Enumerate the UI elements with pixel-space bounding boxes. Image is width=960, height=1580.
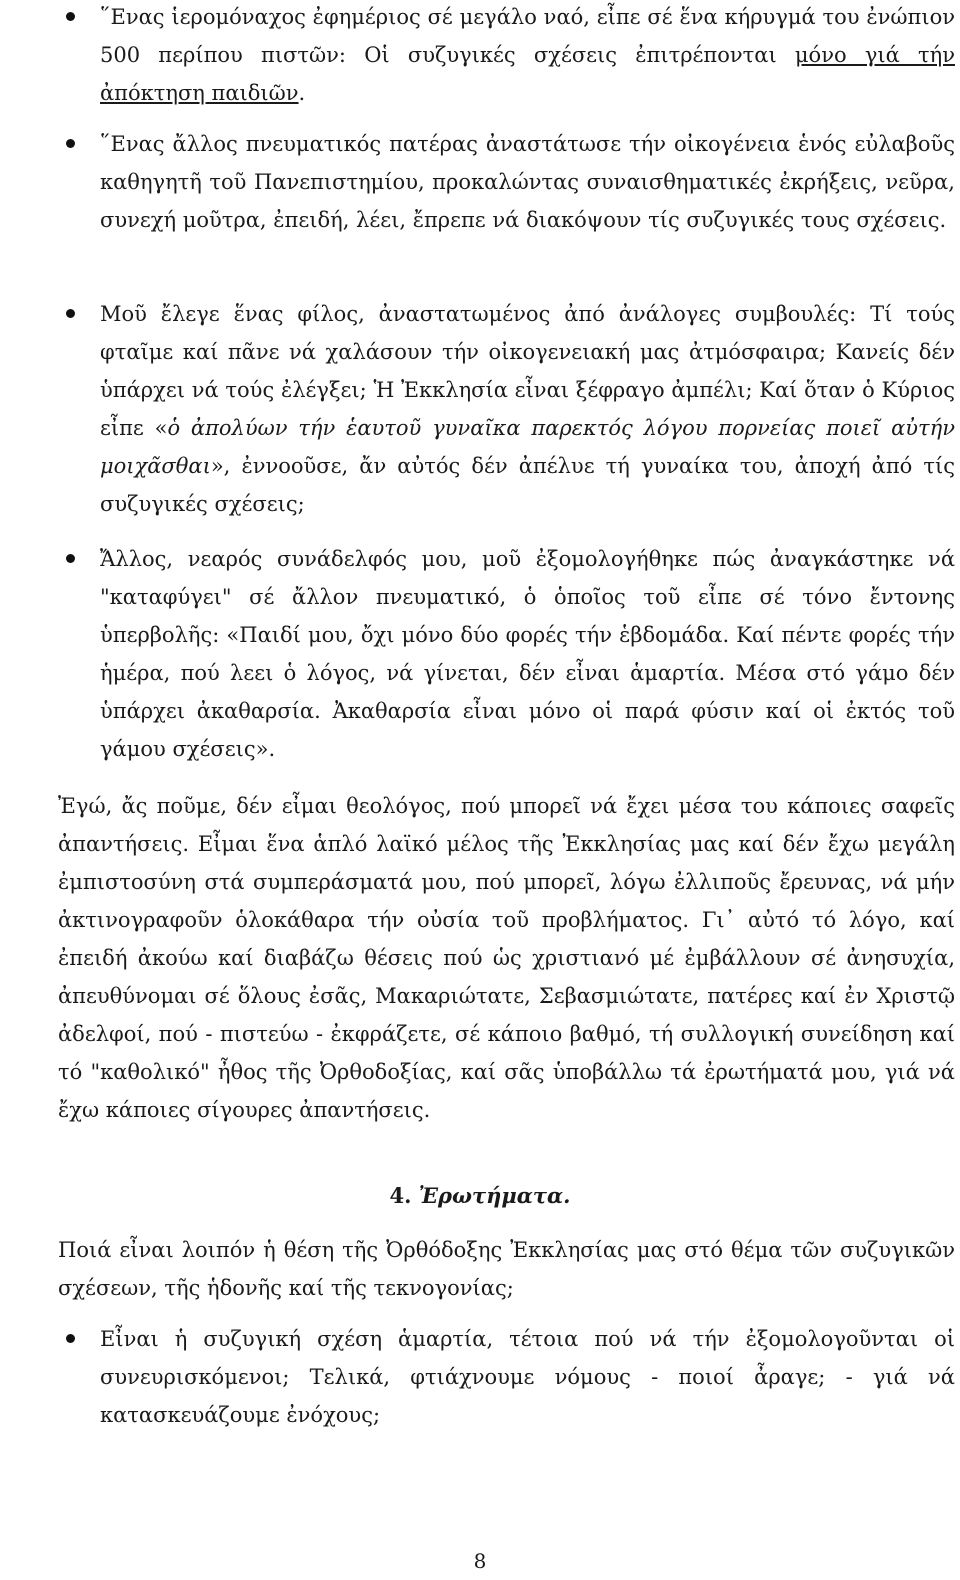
- bullet-item-5: [100, 1320, 955, 1434]
- bullet-text: ῞Ενας ἄλλος πνευματικός πατέρας ἀναστάτωσε τήν οἰκογένεια ἑνός εὐλαβοῦς καθηγητῆ τοῦ Πανεπιστημίου, προκαλώντας συναισθηματικές ἐκρήξεις, νεῦρα, συνεχή μοῦτρα, ἐπειδή, λέει, ἔπρεπε νά διακόψουν τίς συζυγικές τους σχέσεις.: [100, 132, 955, 232]
- scripture-quote: ὁ ἀπολύων τήν ἑαυτοῦ γυναῖκα παρεκτός λόγου πορνείας ποιεῖ αὐτήν μοιχᾶσθαι: [100, 416, 955, 478]
- bullet-dot: [66, 309, 75, 318]
- bullet-dot: [66, 139, 75, 148]
- bullet-item-3: [100, 295, 955, 523]
- bullet-dot: [66, 1334, 75, 1343]
- heading-title: Ἐρωτήματα.: [418, 1183, 571, 1208]
- bullet-dot: [66, 12, 75, 21]
- bullet-text-end: », ἐννοοῦσε, ἄν αὐτός δέν ἀπέλυε τή γυναίκα του, ἀποχή ἀπό τίς συζυγικές σχέσεις;: [100, 454, 955, 516]
- body-paragraph-2: [58, 1231, 955, 1307]
- bullet-item-4: [100, 540, 955, 768]
- section-heading: [0, 1177, 960, 1215]
- bullet-text-end: .: [298, 81, 306, 105]
- page-number: 8: [473, 1549, 487, 1573]
- heading-number: 4.: [389, 1183, 412, 1208]
- body-paragraph-1: [58, 787, 955, 1129]
- paragraph-text: Ἐγώ, ἄς ποῦμε, δέν εἶμαι θεολόγος, πού μπορεῖ νά ἔχει μέσα του κάποιες σαφεῖς ἀπαντήσεις. Εἶμαι ἕνα ἁπλό λαϊκό μέλος τῆς Ἐκκλησίας μας καί δέν ἔχω μεγάλη ἐμπιστοσύνη στά συμπεράσματά μου, πού μπορεῖ, λόγω ἐλλιποῦς ἔρευνας, νά μήν ἀκτινογραφοῦν ὁλοκάθαρα τήν οὐσία τοῦ προβλήματος. Γι᾽ αὐτό τό λόγο, καί ἐπειδή ἀκούω καί διαβάζω θέσεις πού ὡς χριστιανό μέ ἐμβάλλουν σέ ἀνησυχία, ἀπευθύνομαι σέ ὅλους ἐσᾶς, Μακαριώτατε, Σεβασμιώτατε, πατέρες καί ἐν Χριστῷ ἀδελφοί, πού - πιστεύω - ἐκφράζετε, σέ κάποιο βαθμό, τή συλλογική συνείδηση καί τό "καθολικό" ἦθος τῆς Ὀρθοδοξίας, καί σᾶς ὑποβάλλω τά ἐρωτήματά μου, γιά νά ἔχω κάποιες σίγουρες ἀπαντήσεις.: [58, 794, 955, 1122]
- bullet-item-1: [100, 0, 955, 112]
- bullet-text: Εἶναι ἡ συζυγική σχέση ἁμαρτία, τέτοια πού νά τήν ἐξομολογοῦνται οἱ συνευρισκόμενοι; Τελικά, φτιάχνουμε νόμους - ποιοί ἆραγε; - γιά νά κατασκευάζουμε ἐνόχους;: [100, 1327, 955, 1427]
- bullet-text: Ἄλλος, νεαρός συνάδελφός μου, μοῦ ἐξομολογήθηκε πώς ἀναγκάστηκε νά "καταφύγει" σέ ἄλλον πνευματικό, ὁ ὁποῖος τοῦ εἶπε σέ τόνο ἔντονης ὑπερβολῆς: «Παιδί μου, ὄχι μόνο δύο φορές τήν ἑβδομάδα. Καί πέντε φορές τήν ἡμέρα, πού λεει ὁ λόγος, νά γίνεται, δέν εἶναι ἁμαρτία. Μέσα στό γάμο δέν ὑπάρχει ἀκαθαρσία. Ἀκαθαρσία εἶναι μόνο οἱ παρά φύσιν καί οἱ ἐκτός τοῦ γάμου σχέσεις».: [100, 547, 955, 761]
- bullet-item-2: [100, 125, 955, 239]
- paragraph-text: Ποιά εἶναι λοιπόν ἡ θέση τῆς Ὀρθόδοξης Ἐκκλησίας μας στό θέμα τῶν συζυγικῶν σχέσεων, τῆς ἡδονῆς καί τῆς τεκνογονίας;: [58, 1238, 955, 1300]
- bullet-dot: [66, 554, 75, 563]
- bullet-text: ῞Ενας ἱερομόναχος ἐφημέριος σέ μεγάλο ναό, εἶπε σέ ἕνα κήρυγμά του ἐνώπιον 500 περίπου πιστῶν: Οἱ συζυγικές σχέσεις ἐπιτρέπονται: [100, 5, 955, 67]
- underlined-text: μόνο γιά τήν ἀπόκτηση παιδιῶν: [100, 43, 955, 105]
- bullet-text: Μοῦ ἔλεγε ἕνας φίλος, ἀναστατωμένος ἀπό ἀνάλογες συμβουλές: Τί τούς φταῖμε καί πᾶνε νά χαλάσουν τήν οἰκογενειακή μας ἀτμόσφαιρα; Κανείς δέν ὑπάρχει νά τούς ἐλέγξει; Ἡ Ἐκκλησία εἶναι ξέφραγο ἀμπέλι; Καί ὅταν ὁ Κύριος εἶπε «: [100, 302, 955, 440]
